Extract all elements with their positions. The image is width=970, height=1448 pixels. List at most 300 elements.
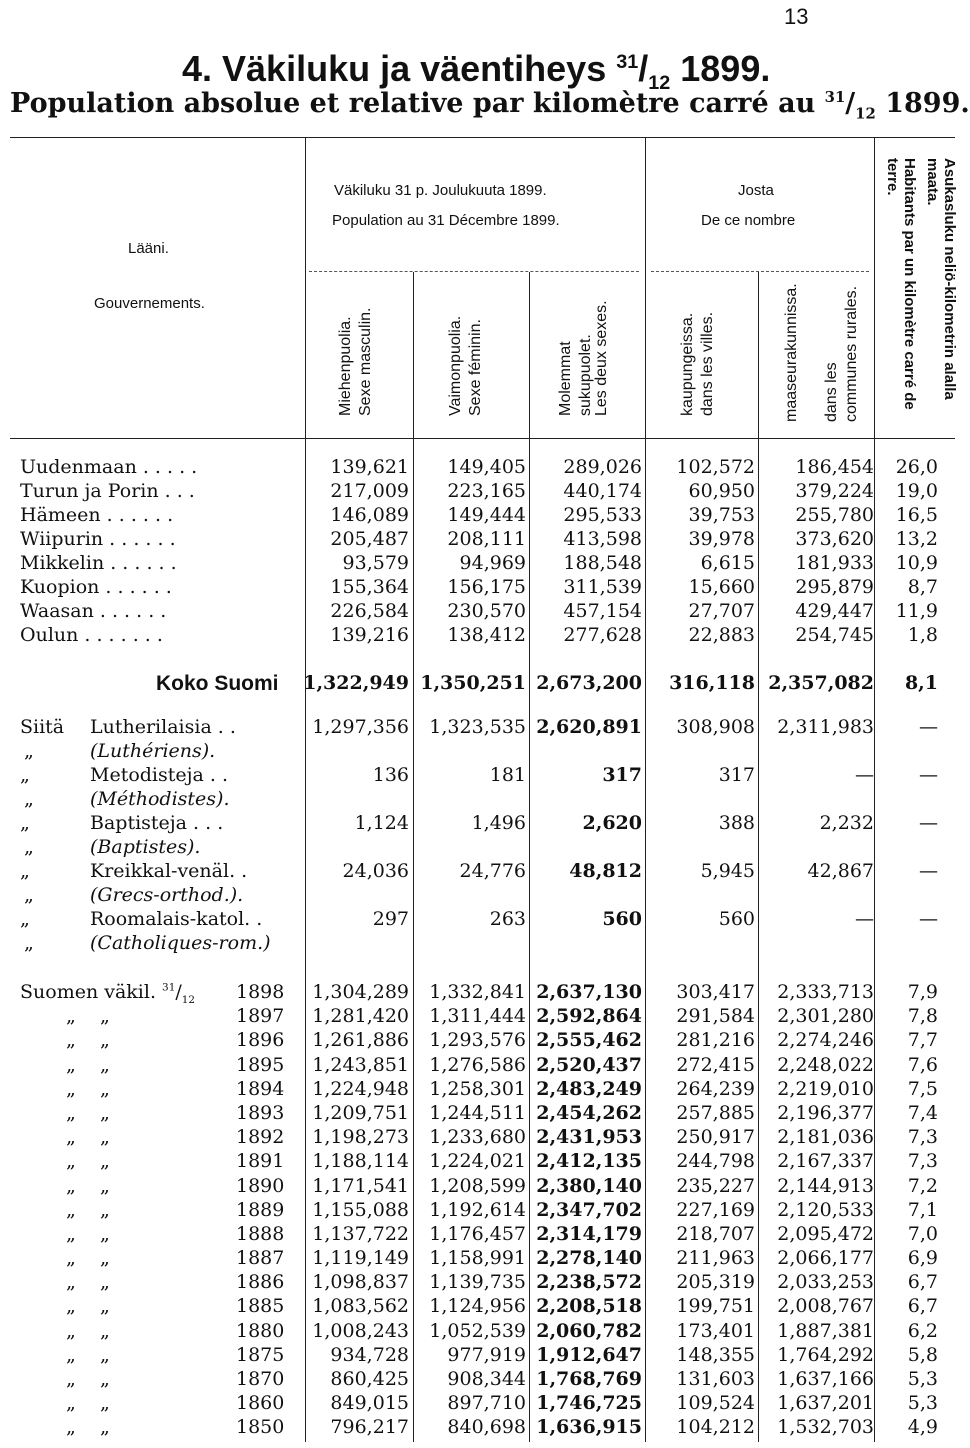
- religion-row: [0, 716, 960, 740]
- religion-fr-row: [0, 836, 960, 860]
- header-col2: [446, 286, 486, 416]
- cell-d: 7,2: [907, 1174, 938, 1197]
- cell-f: 1,052,539: [429, 1319, 526, 1342]
- cell-v: 39,753: [688, 504, 755, 526]
- cell-m: 1,124: [354, 812, 409, 834]
- religion-fr-label: [24, 788, 230, 810]
- history-row: [0, 1368, 960, 1392]
- header-josta-fi: Josta: [738, 182, 774, 199]
- history-year: 1894: [236, 1077, 285, 1100]
- ditto-mark: „ „: [66, 1368, 110, 1390]
- cell-r: 2,219,010: [777, 1077, 874, 1100]
- cell-t: 2,620,891: [536, 716, 642, 738]
- cell-t: 2,380,140: [536, 1174, 642, 1197]
- cell-d: 7,9: [907, 981, 938, 1003]
- cell-v: 131,603: [676, 1368, 755, 1390]
- cell-r: 2,144,913: [777, 1174, 874, 1197]
- cell-m: 849,015: [330, 1392, 409, 1415]
- history-row: [0, 1078, 960, 1102]
- header-col1-fr: Sexe masculin.: [357, 307, 374, 416]
- cell-r: 42,867: [807, 860, 874, 882]
- cell-t: 311,539: [563, 576, 642, 598]
- cell-r: —: [855, 908, 874, 930]
- table-row: [0, 624, 960, 648]
- cell-m: 1,119,149: [312, 1247, 409, 1270]
- province-name: Kuopion . . . . . .: [20, 576, 172, 598]
- cell-f: 1,158,991: [429, 1247, 526, 1270]
- cell-m: 139,216: [330, 624, 409, 646]
- cell-d: —: [919, 860, 938, 882]
- history-label: [20, 981, 195, 1006]
- cell-t: 2,637,130: [536, 981, 642, 1003]
- header-sub-rule-josta: [651, 271, 869, 272]
- cell-v: 60,950: [688, 480, 755, 502]
- history-year: 1880: [236, 1319, 285, 1342]
- cell-v: 235,227: [676, 1174, 755, 1197]
- ditto-mark: „ „: [66, 1222, 110, 1245]
- history-row: [0, 1247, 960, 1271]
- cell-f: 1,139,735: [429, 1271, 526, 1294]
- cell-v: 308,908: [676, 716, 755, 738]
- header-col5-fi: maaseurakunnissa.: [783, 283, 800, 422]
- province-name: Turun ja Porin . . .: [20, 480, 195, 502]
- history-row: [0, 981, 960, 1005]
- total-t: 2,673,200: [536, 672, 642, 694]
- header-col4-fr: dans les villes.: [699, 311, 716, 416]
- religion-fr-label: [24, 884, 244, 906]
- cell-r: 2,167,337: [777, 1150, 874, 1173]
- cell-r: 2,311,983: [777, 716, 874, 738]
- cell-d: 7,8: [907, 1005, 938, 1028]
- history-row: [0, 1295, 960, 1319]
- header-bottom-rule: [10, 438, 955, 439]
- cell-d: 13,2: [895, 528, 938, 550]
- cell-f: 1,293,576: [429, 1029, 526, 1052]
- cell-r: —: [855, 764, 874, 786]
- cell-t: 457,154: [563, 600, 642, 622]
- religion-label: [20, 764, 229, 786]
- religion-name: Kreikkal-venäl. .: [90, 860, 248, 882]
- history-row: [0, 1005, 960, 1029]
- total-r: 2,357,082: [768, 672, 874, 694]
- cell-m: 1,243,851: [312, 1053, 409, 1076]
- cell-v: 6,615: [700, 552, 755, 574]
- header-col6: [878, 158, 958, 413]
- cell-d: 1,8: [907, 624, 938, 646]
- cell-r: 254,745: [795, 624, 874, 646]
- religion-name: Metodisteja . .: [90, 764, 229, 786]
- religion-prefix: „: [20, 812, 30, 834]
- cell-d: 7,4: [907, 1101, 938, 1124]
- header-col1-fi: Miehenpuolia.: [337, 316, 354, 416]
- history-year: 1892: [236, 1126, 285, 1149]
- ditto-mark: „ „: [66, 1077, 110, 1100]
- history-row: [0, 1029, 960, 1053]
- cell-m: 1,297,356: [312, 716, 409, 738]
- cell-f: 1,323,535: [429, 716, 526, 738]
- total-v: 316,118: [669, 672, 755, 694]
- title-fr-prefix: Population absolue et relative par kilomètre carré au: [10, 88, 825, 119]
- cell-m: 1,198,273: [312, 1126, 409, 1149]
- cell-r: 2,033,253: [777, 1271, 874, 1294]
- cell-d: 26,0: [895, 456, 938, 478]
- cell-m: 139,621: [330, 456, 409, 478]
- cell-f: 208,111: [447, 528, 526, 550]
- cell-d: 7,0: [907, 1222, 938, 1245]
- religion-label: [20, 812, 224, 834]
- cell-r: 295,879: [795, 576, 874, 598]
- religion-name-fr: (Grecs-orthod.).: [90, 884, 244, 906]
- cell-d: 16,5: [895, 504, 938, 526]
- cell-v: 388: [718, 812, 755, 834]
- cell-r: 1,532,703: [777, 1416, 874, 1439]
- cell-r: 2,301,280: [777, 1005, 874, 1028]
- cell-t: 188,548: [563, 552, 642, 574]
- cell-t: 1,636,915: [536, 1416, 642, 1439]
- history-row: [0, 1054, 960, 1078]
- cell-r: 2,248,022: [777, 1053, 874, 1076]
- title-fi-sup: 31: [616, 51, 639, 73]
- cell-r: 2,196,377: [777, 1101, 874, 1124]
- cell-d: 5,8: [907, 1343, 938, 1366]
- cell-r: 2,181,036: [777, 1126, 874, 1149]
- total-row: [0, 672, 960, 698]
- table-row: [0, 576, 960, 600]
- cell-v: 15,660: [688, 576, 755, 598]
- cell-t: 289,026: [563, 456, 642, 478]
- cell-t: 1,912,647: [536, 1343, 642, 1366]
- religion-row: [0, 764, 960, 788]
- province-name: Uudenmaan . . . . .: [20, 456, 198, 478]
- table-row: [0, 504, 960, 528]
- cell-r: 1,637,166: [777, 1368, 874, 1390]
- history-year: 1889: [236, 1198, 285, 1221]
- header-col3: [556, 286, 612, 416]
- header-col6-a: Asukasluku neliö-kilometrin alalla maata.: [924, 158, 958, 400]
- religion-prefix: „: [20, 908, 30, 930]
- cell-t: 1,746,725: [536, 1392, 642, 1415]
- cell-t: 2,208,518: [536, 1295, 642, 1318]
- cell-t: 2,555,462: [536, 1029, 642, 1052]
- cell-m: 1,188,114: [312, 1150, 409, 1173]
- header-col2-fi: Vaimonpuolia.: [447, 315, 464, 416]
- cell-d: 6,2: [907, 1319, 938, 1342]
- religion-row: [0, 908, 960, 932]
- title-fr-sup: 31: [824, 88, 846, 106]
- religion-row: [0, 812, 960, 836]
- table-top-rule: [10, 137, 955, 138]
- cell-d: 19,0: [895, 480, 938, 502]
- cell-f: 1,311,444: [429, 1005, 526, 1028]
- cell-f: 149,444: [447, 504, 526, 526]
- history-year: 1890: [236, 1174, 285, 1197]
- cell-f: 24,776: [459, 860, 526, 882]
- religion-fr-row: [0, 740, 960, 764]
- cell-v: 272,415: [676, 1053, 755, 1076]
- ditto-mark: „: [24, 836, 34, 858]
- header-laani: Lääni.: [128, 240, 169, 257]
- cell-f: 840,698: [447, 1416, 526, 1439]
- cell-m: 146,089: [330, 504, 409, 526]
- cell-m: 1,281,420: [312, 1005, 409, 1028]
- cell-r: 373,620: [795, 528, 874, 550]
- religion-fr-label: [24, 836, 201, 858]
- province-name: Mikkelin . . . . . .: [20, 552, 177, 574]
- cell-v: 104,212: [676, 1416, 755, 1439]
- cell-m: 1,155,088: [312, 1198, 409, 1221]
- cell-d: 5,3: [907, 1392, 938, 1415]
- total-row-wrap: [0, 672, 960, 698]
- cell-f: 1,332,841: [429, 981, 526, 1003]
- cell-t: 2,592,864: [536, 1005, 642, 1028]
- cell-f: 1,208,599: [429, 1174, 526, 1197]
- cell-t: 1,768,769: [536, 1368, 642, 1390]
- religion-prefix: „: [20, 764, 30, 786]
- history-row: [0, 1271, 960, 1295]
- title-fi-sub: 12: [648, 72, 671, 95]
- cell-m: 860,425: [330, 1368, 409, 1390]
- cell-m: 1,209,751: [312, 1101, 409, 1124]
- cell-v: 199,751: [676, 1295, 755, 1318]
- cell-f: 1,496: [471, 812, 526, 834]
- header-gouvernements: Gouvernements.: [94, 295, 205, 312]
- title-fi-sep: /: [638, 48, 649, 89]
- title-fr-suffix: 1899.: [875, 88, 970, 119]
- history-year: 1888: [236, 1222, 285, 1245]
- history-year: 1896: [236, 1029, 285, 1052]
- ditto-mark: „ „: [66, 1392, 110, 1415]
- title-fr-sub: 12: [855, 104, 876, 123]
- cell-t: 2,238,572: [536, 1271, 642, 1294]
- cell-f: 138,412: [447, 624, 526, 646]
- cell-m: 155,364: [330, 576, 409, 598]
- cell-t: 413,598: [563, 528, 642, 550]
- ditto-mark: „: [24, 740, 34, 762]
- ditto-mark: „ „: [66, 1126, 110, 1149]
- cell-f: 181: [489, 764, 526, 786]
- cell-d: 7,3: [907, 1150, 938, 1173]
- cell-v: 317: [718, 764, 755, 786]
- history-row: [0, 1102, 960, 1126]
- cell-v: 39,978: [688, 528, 755, 550]
- religion-fr-row: [0, 884, 960, 908]
- ditto-mark: „: [24, 788, 34, 810]
- cell-v: 205,319: [676, 1271, 755, 1294]
- history-sup: 31: [162, 981, 176, 994]
- ditto-mark: „ „: [66, 1053, 110, 1076]
- cell-t: 317: [602, 764, 642, 786]
- province-name: Waasan . . . . . .: [20, 600, 167, 622]
- ditto-mark: „ „: [66, 1005, 110, 1028]
- cell-t: 2,412,135: [536, 1150, 642, 1173]
- cell-m: 205,487: [330, 528, 409, 550]
- cell-m: 24,036: [342, 860, 409, 882]
- cell-t: 560: [602, 908, 642, 930]
- cell-v: 211,963: [676, 1247, 755, 1270]
- total-d: 8,1: [904, 672, 938, 694]
- cell-t: 2,060,782: [536, 1319, 642, 1342]
- cell-r: 186,454: [795, 456, 874, 478]
- religion-label: [20, 860, 248, 882]
- cell-f: 1,258,301: [429, 1077, 526, 1100]
- cell-r: 255,780: [795, 504, 874, 526]
- cell-m: 1,304,289: [312, 981, 409, 1003]
- cell-v: 27,707: [688, 600, 755, 622]
- header-col4-fi: kaupungeissa.: [679, 312, 696, 416]
- history-year: 1893: [236, 1101, 285, 1124]
- history-year: 1897: [236, 1005, 285, 1028]
- cell-d: 7,5: [907, 1077, 938, 1100]
- title-fi-suffix: 1899.: [670, 48, 771, 89]
- history-year: 1886: [236, 1271, 285, 1294]
- religion-row: [0, 860, 960, 884]
- cell-m: 1,083,562: [312, 1295, 409, 1318]
- cell-v: 257,885: [676, 1101, 755, 1124]
- cell-v: 5,945: [700, 860, 755, 882]
- table-row: [0, 456, 960, 480]
- history-year: 1875: [236, 1343, 285, 1366]
- history-label-text: Suomen väkil.: [20, 981, 163, 1003]
- history-row: [0, 1344, 960, 1368]
- cell-d: 7,6: [907, 1053, 938, 1076]
- cell-f: 897,710: [447, 1392, 526, 1415]
- cell-v: 227,169: [676, 1198, 755, 1221]
- history-row: [0, 1150, 960, 1174]
- history-rows: [0, 981, 960, 1441]
- cell-v: 109,524: [676, 1392, 755, 1415]
- cell-t: 2,314,179: [536, 1222, 642, 1245]
- header-sub-rule-population: [309, 271, 639, 272]
- cell-f: 156,175: [447, 576, 526, 598]
- ditto-mark: „ „: [66, 1343, 110, 1366]
- cell-t: 2,431,953: [536, 1126, 642, 1149]
- history-year: 1887: [236, 1247, 285, 1270]
- header-col5-fr: dans les communes rurales.: [823, 285, 860, 422]
- cell-r: 1,637,201: [777, 1392, 874, 1415]
- ditto-mark: „ „: [66, 1271, 110, 1294]
- header-col4: [678, 286, 718, 416]
- header-col3-fi: Molemmat sukupuolet.: [557, 334, 594, 416]
- cell-r: 2,120,533: [777, 1198, 874, 1221]
- cell-t: 2,454,262: [536, 1101, 642, 1124]
- cell-r: 2,274,246: [777, 1029, 874, 1052]
- ditto-mark: „ „: [66, 1101, 110, 1124]
- religion-fr-label: [24, 740, 216, 762]
- total-m: 1,322,949: [303, 672, 409, 694]
- cell-r: 2,232: [819, 812, 874, 834]
- ditto-mark: „ „: [66, 1029, 110, 1052]
- cell-v: 22,883: [688, 624, 755, 646]
- cell-d: 6,9: [907, 1247, 938, 1270]
- ditto-mark: „ „: [66, 1150, 110, 1173]
- cell-d: 6,7: [907, 1271, 938, 1294]
- page-subtitle: [10, 88, 970, 122]
- cell-t: 2,520,437: [536, 1053, 642, 1076]
- cell-d: 5,3: [907, 1368, 938, 1390]
- history-row: [0, 1126, 960, 1150]
- cell-r: 2,333,713: [777, 981, 874, 1003]
- cell-v: 218,707: [676, 1222, 755, 1245]
- history-year: 1898: [236, 981, 285, 1003]
- religion-name: Baptisteja . . .: [90, 812, 224, 834]
- ditto-mark: „ „: [66, 1174, 110, 1197]
- history-sub: 12: [181, 993, 196, 1006]
- cell-f: 1,233,680: [429, 1126, 526, 1149]
- cell-d: 4,9: [907, 1416, 938, 1439]
- ditto-mark: „ „: [66, 1198, 110, 1221]
- cell-m: 93,579: [342, 552, 409, 574]
- header-col1: [336, 286, 376, 416]
- religion-fr-row: [0, 788, 960, 812]
- history-row: [0, 1199, 960, 1223]
- cell-f: 1,224,021: [429, 1150, 526, 1173]
- header-col6-b: Habitants par un kilomètre carré de terre.: [884, 158, 918, 410]
- cell-m: 934,728: [330, 1343, 409, 1366]
- history-row: [0, 1392, 960, 1416]
- cell-m: 1,008,243: [312, 1319, 409, 1342]
- ditto-mark: „ „: [66, 1247, 110, 1270]
- cell-v: 291,584: [676, 1005, 755, 1028]
- cell-t: 2,278,140: [536, 1247, 642, 1270]
- cell-f: 1,276,586: [429, 1053, 526, 1076]
- cell-v: 560: [718, 908, 755, 930]
- cell-f: 1,176,457: [429, 1222, 526, 1245]
- cell-v: 250,917: [676, 1126, 755, 1149]
- religion-name-fr: (Luthériens).: [90, 740, 216, 762]
- cell-r: 2,008,767: [777, 1295, 874, 1318]
- cell-d: 7,3: [907, 1126, 938, 1149]
- cell-d: —: [919, 716, 938, 738]
- cell-f: 1,124,956: [429, 1295, 526, 1318]
- cell-t: 295,533: [563, 504, 642, 526]
- history-year: 1895: [236, 1053, 285, 1076]
- cell-f: 908,344: [447, 1368, 526, 1390]
- header-population-fr: Population au 31 Décembre 1899.: [332, 212, 560, 229]
- ditto-mark: „ „: [66, 1416, 110, 1439]
- cell-r: 181,933: [795, 552, 874, 574]
- religion-fr-label: [24, 932, 271, 954]
- table-row: [0, 600, 960, 624]
- history-row: [0, 1416, 960, 1440]
- cell-r: 1,764,292: [777, 1343, 874, 1366]
- province-name: Wiipurin . . . . . .: [20, 528, 176, 550]
- cell-d: 6,7: [907, 1295, 938, 1318]
- cell-m: 1,224,948: [312, 1077, 409, 1100]
- religion-label: [20, 908, 263, 930]
- cell-v: 281,216: [676, 1029, 755, 1052]
- table-row: [0, 528, 960, 552]
- cell-r: 2,066,177: [777, 1247, 874, 1270]
- religion-label: [20, 716, 236, 738]
- cell-m: 1,137,722: [312, 1222, 409, 1245]
- cell-m: 1,261,886: [312, 1029, 409, 1052]
- table-row: [0, 480, 960, 504]
- total-label: Koko Suomi: [156, 672, 279, 695]
- cell-m: 796,217: [330, 1416, 409, 1439]
- cell-t: 440,174: [563, 480, 642, 502]
- cell-v: 244,798: [676, 1150, 755, 1173]
- cell-t: 2,347,702: [536, 1198, 642, 1221]
- history-row: [0, 1223, 960, 1247]
- header-josta-fr: De ce nombre: [701, 212, 796, 229]
- cell-t: 2,483,249: [536, 1077, 642, 1100]
- religion-name: Lutherilaisia . .: [90, 716, 236, 738]
- cell-v: 264,239: [676, 1077, 755, 1100]
- history-year: 1860: [236, 1392, 285, 1415]
- ditto-mark: „ „: [66, 1295, 110, 1318]
- province-name: Oulun . . . . . . .: [20, 624, 163, 646]
- history-year: 1885: [236, 1295, 285, 1318]
